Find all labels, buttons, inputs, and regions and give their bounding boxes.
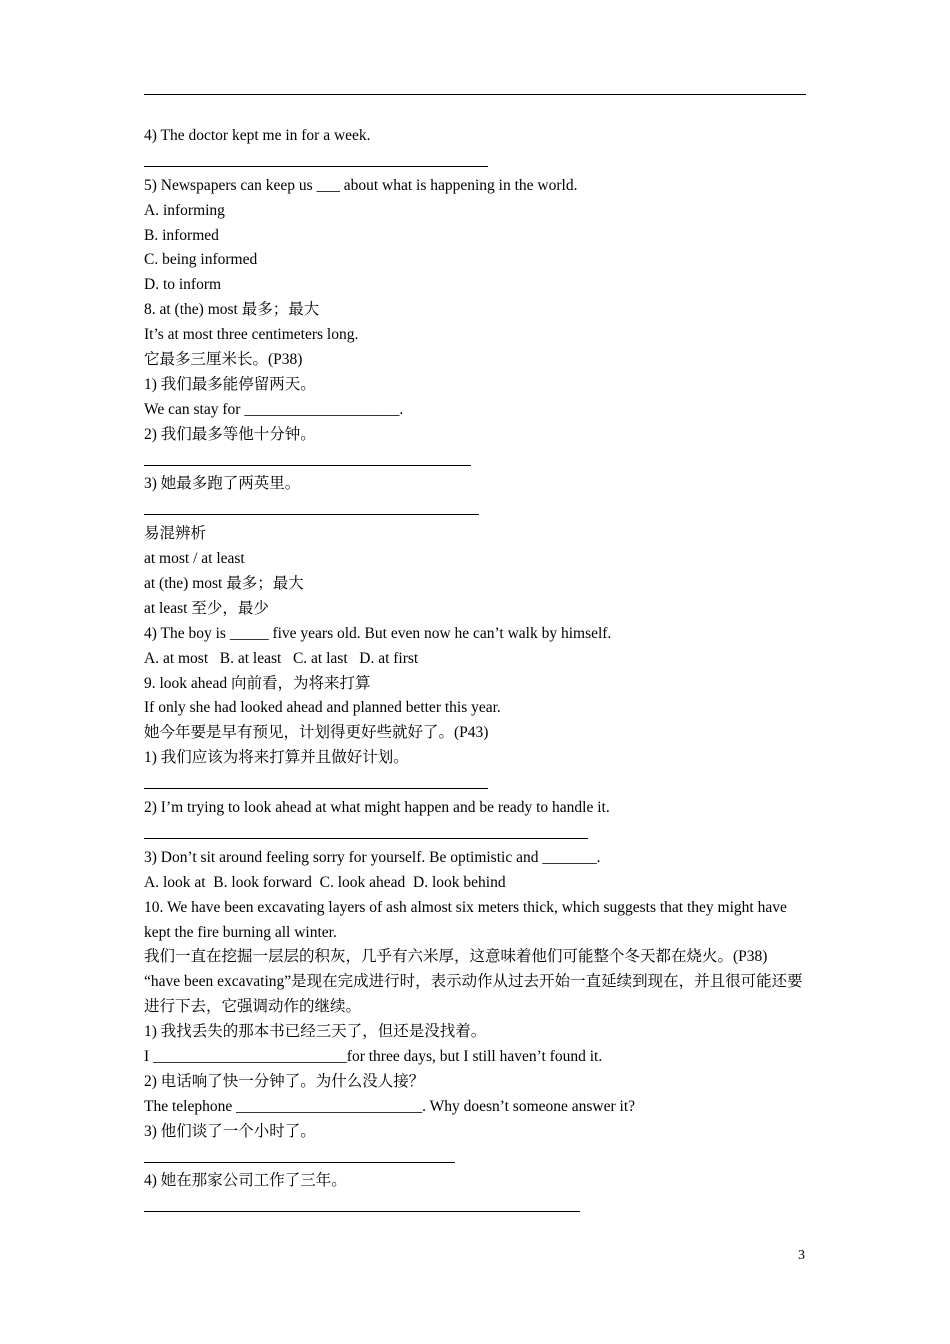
answer-blank	[144, 448, 808, 473]
text-line: 我们一直在挖掘一层层的积灰，几乎有六米厚，这意味着他们可能整个冬天都在烧火。(P38)	[144, 948, 768, 966]
option-line: D. to inform	[144, 276, 222, 294]
answer-blank	[144, 497, 808, 522]
option-line: A. at most B. at least C. at last D. at first	[144, 649, 419, 667]
option-line: A. look at B. look forward C. look ahead D. look behind	[144, 873, 506, 891]
text-line: We can stay for ____________________.	[144, 400, 404, 418]
text-line: 它最多三厘米长。(P38)	[144, 351, 303, 369]
text-line: at least 至少，最少	[144, 599, 269, 617]
text-line: If only she had looked ahead and planned better this year.	[144, 699, 501, 717]
text-line: at (the) most 最多；最大	[144, 575, 304, 593]
option-line: C. being informed	[144, 251, 258, 269]
section-heading: 易混辨析	[144, 525, 207, 543]
text-line: 3) 她最多跑了两英里。	[144, 475, 301, 493]
text-line: 1) 我们应该为将来打算并且做好计划。	[144, 749, 409, 767]
header-rule	[144, 94, 806, 95]
text-line: “have been excavating”是现在完成进行时，表示动作从过去开始一直延续到现在，并且很可能还要进行下去，它强调动作的继续。	[144, 973, 803, 1016]
text-line: I _________________________for three days, but I still haven’t found it.	[144, 1048, 603, 1066]
text-line: 3) 他们谈了一个小时了。	[144, 1122, 316, 1140]
text-line: 4) The doctor kept me in for a week.	[144, 127, 371, 144]
section-heading: 8. at (the) most 最多；最大	[144, 301, 320, 319]
text-line: 1) 我找丢失的那本书已经三天了，但还是没找着。	[144, 1023, 487, 1041]
answer-blank	[144, 821, 808, 846]
page-number: 3	[798, 1248, 805, 1263]
text-line: 4) 她在那家公司工作了三年。	[144, 1172, 347, 1190]
answer-blank	[144, 771, 808, 796]
text-line: 3) Don’t sit around feeling sorry for yourself. Be optimistic and _______.	[144, 848, 601, 866]
text-line: 2) 电话响了快一分钟了。为什么没人接？	[144, 1072, 425, 1090]
option-line: B. informed	[144, 226, 219, 244]
text-line: 4) The boy is _____ five years old. But even now he can’t walk by himself.	[144, 624, 612, 642]
section-heading: 10. We have been excavating layers of ash almost six meters thick, which suggests that they might have kept the fire burning all winter.	[144, 898, 787, 941]
answer-blank	[144, 1194, 808, 1219]
option-line: A. informing	[144, 201, 225, 219]
section-heading: 9. look ahead 向前看，为将来打算	[144, 674, 371, 692]
text-line: It’s at most three centimeters long.	[144, 326, 359, 344]
text-line: 1) 我们最多能停留两天。	[144, 375, 316, 393]
answer-blank	[144, 149, 808, 174]
text-line: The telephone ________________________. Why doesn’t someone answer it?	[144, 1097, 636, 1115]
document-body	[144, 124, 808, 1219]
text-line: at most / at least	[144, 550, 245, 568]
text-line: 5) Newspapers can keep us ___ about what is happening in the world.	[144, 176, 578, 194]
text-line: 2) 我们最多等他十分钟。	[144, 425, 316, 443]
text-line: 她今年要是早有预见，计划得更好些就好了。(P43)	[144, 724, 489, 742]
text-line: 2) I’m trying to look ahead at what might happen and be ready to handle it.	[144, 799, 610, 817]
answer-blank	[144, 1145, 808, 1170]
